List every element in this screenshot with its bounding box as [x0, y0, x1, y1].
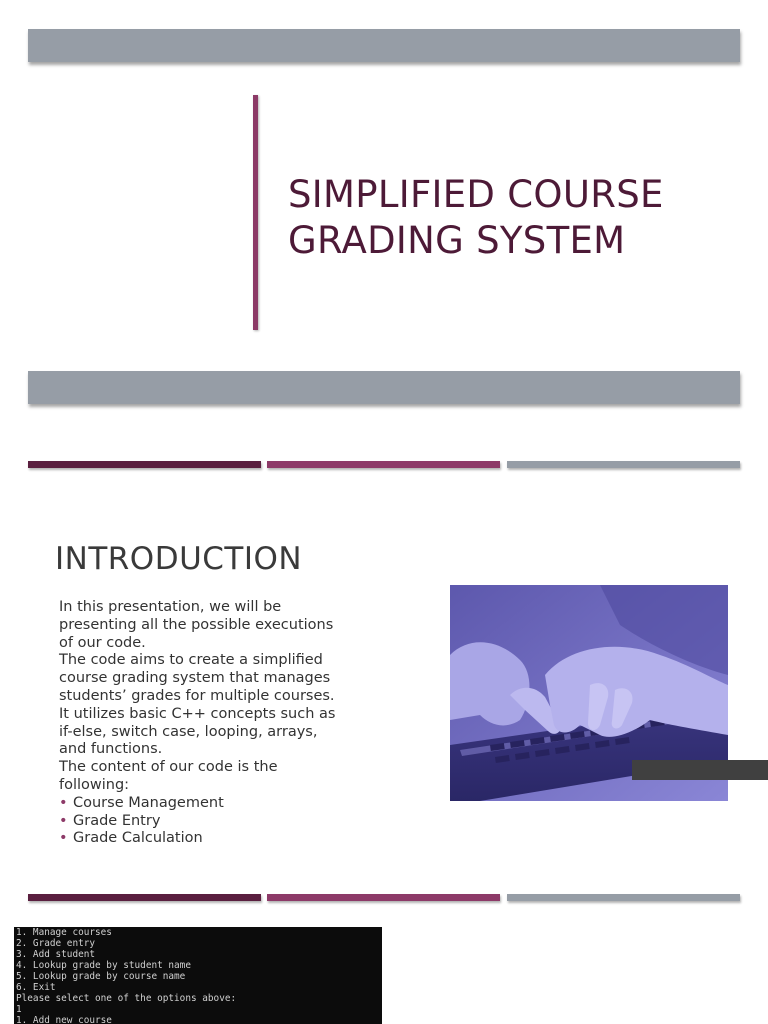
console-output-screenshot	[14, 927, 382, 1024]
intro-paragraph: The code aims to create a simplified course grading system that manages students’ grades for multiple courses.	[59, 652, 335, 704]
bullet-icon: •	[59, 794, 68, 811]
stripe-gray	[507, 894, 740, 901]
stripe-plum	[28, 894, 261, 901]
stripe-magenta	[267, 894, 500, 901]
console-line: 4. Lookup grade by student name	[16, 960, 191, 971]
intro-paragraph: In this presentation, we will be presenting all the possible executions of our code.	[59, 599, 334, 651]
content-list	[59, 795, 349, 848]
content-list-item	[59, 795, 349, 813]
content-list-item	[59, 813, 349, 831]
content-list-item	[59, 830, 349, 848]
console-line: 2. Grade entry	[16, 938, 96, 949]
title-top-bar	[28, 29, 740, 62]
bullet-icon: •	[59, 830, 68, 847]
console-line: 1	[16, 1004, 22, 1015]
console-line: 1. Add new course	[16, 1015, 112, 1024]
slide-title-line-1: SIMPLIFIED COURSE	[288, 173, 664, 216]
content-list-label: Course Management	[73, 794, 224, 811]
content-list-label: Grade Entry	[73, 812, 161, 829]
intro-heading: INTRODUCTION	[55, 541, 303, 577]
title-accent-line	[253, 95, 258, 330]
stripe-gray	[507, 461, 740, 468]
bullet-icon: •	[59, 812, 68, 829]
slide-title-line-2: GRADING SYSTEM	[288, 219, 626, 262]
console-line: 6. Exit	[16, 982, 56, 993]
stripe-plum	[28, 461, 261, 468]
title-bottom-bar	[28, 371, 740, 404]
console-line: 5. Lookup grade by course name	[16, 971, 186, 982]
intro-paragraph: It utilizes basic C++ concepts such as if-else, switch case, looping, arrays, and functions.	[59, 705, 336, 758]
intro-paragraph: The content of our code is the following:	[59, 759, 278, 793]
slide-title	[288, 172, 728, 264]
photo-ribbon	[632, 760, 768, 780]
console-line: 1. Manage courses	[16, 927, 112, 938]
console-line: 3. Add student	[16, 949, 96, 960]
intro-body	[59, 599, 349, 848]
console-line: Please select one of the options above:	[16, 993, 237, 1004]
content-list-label: Grade Calculation	[73, 830, 203, 847]
stripe-magenta	[267, 461, 500, 468]
